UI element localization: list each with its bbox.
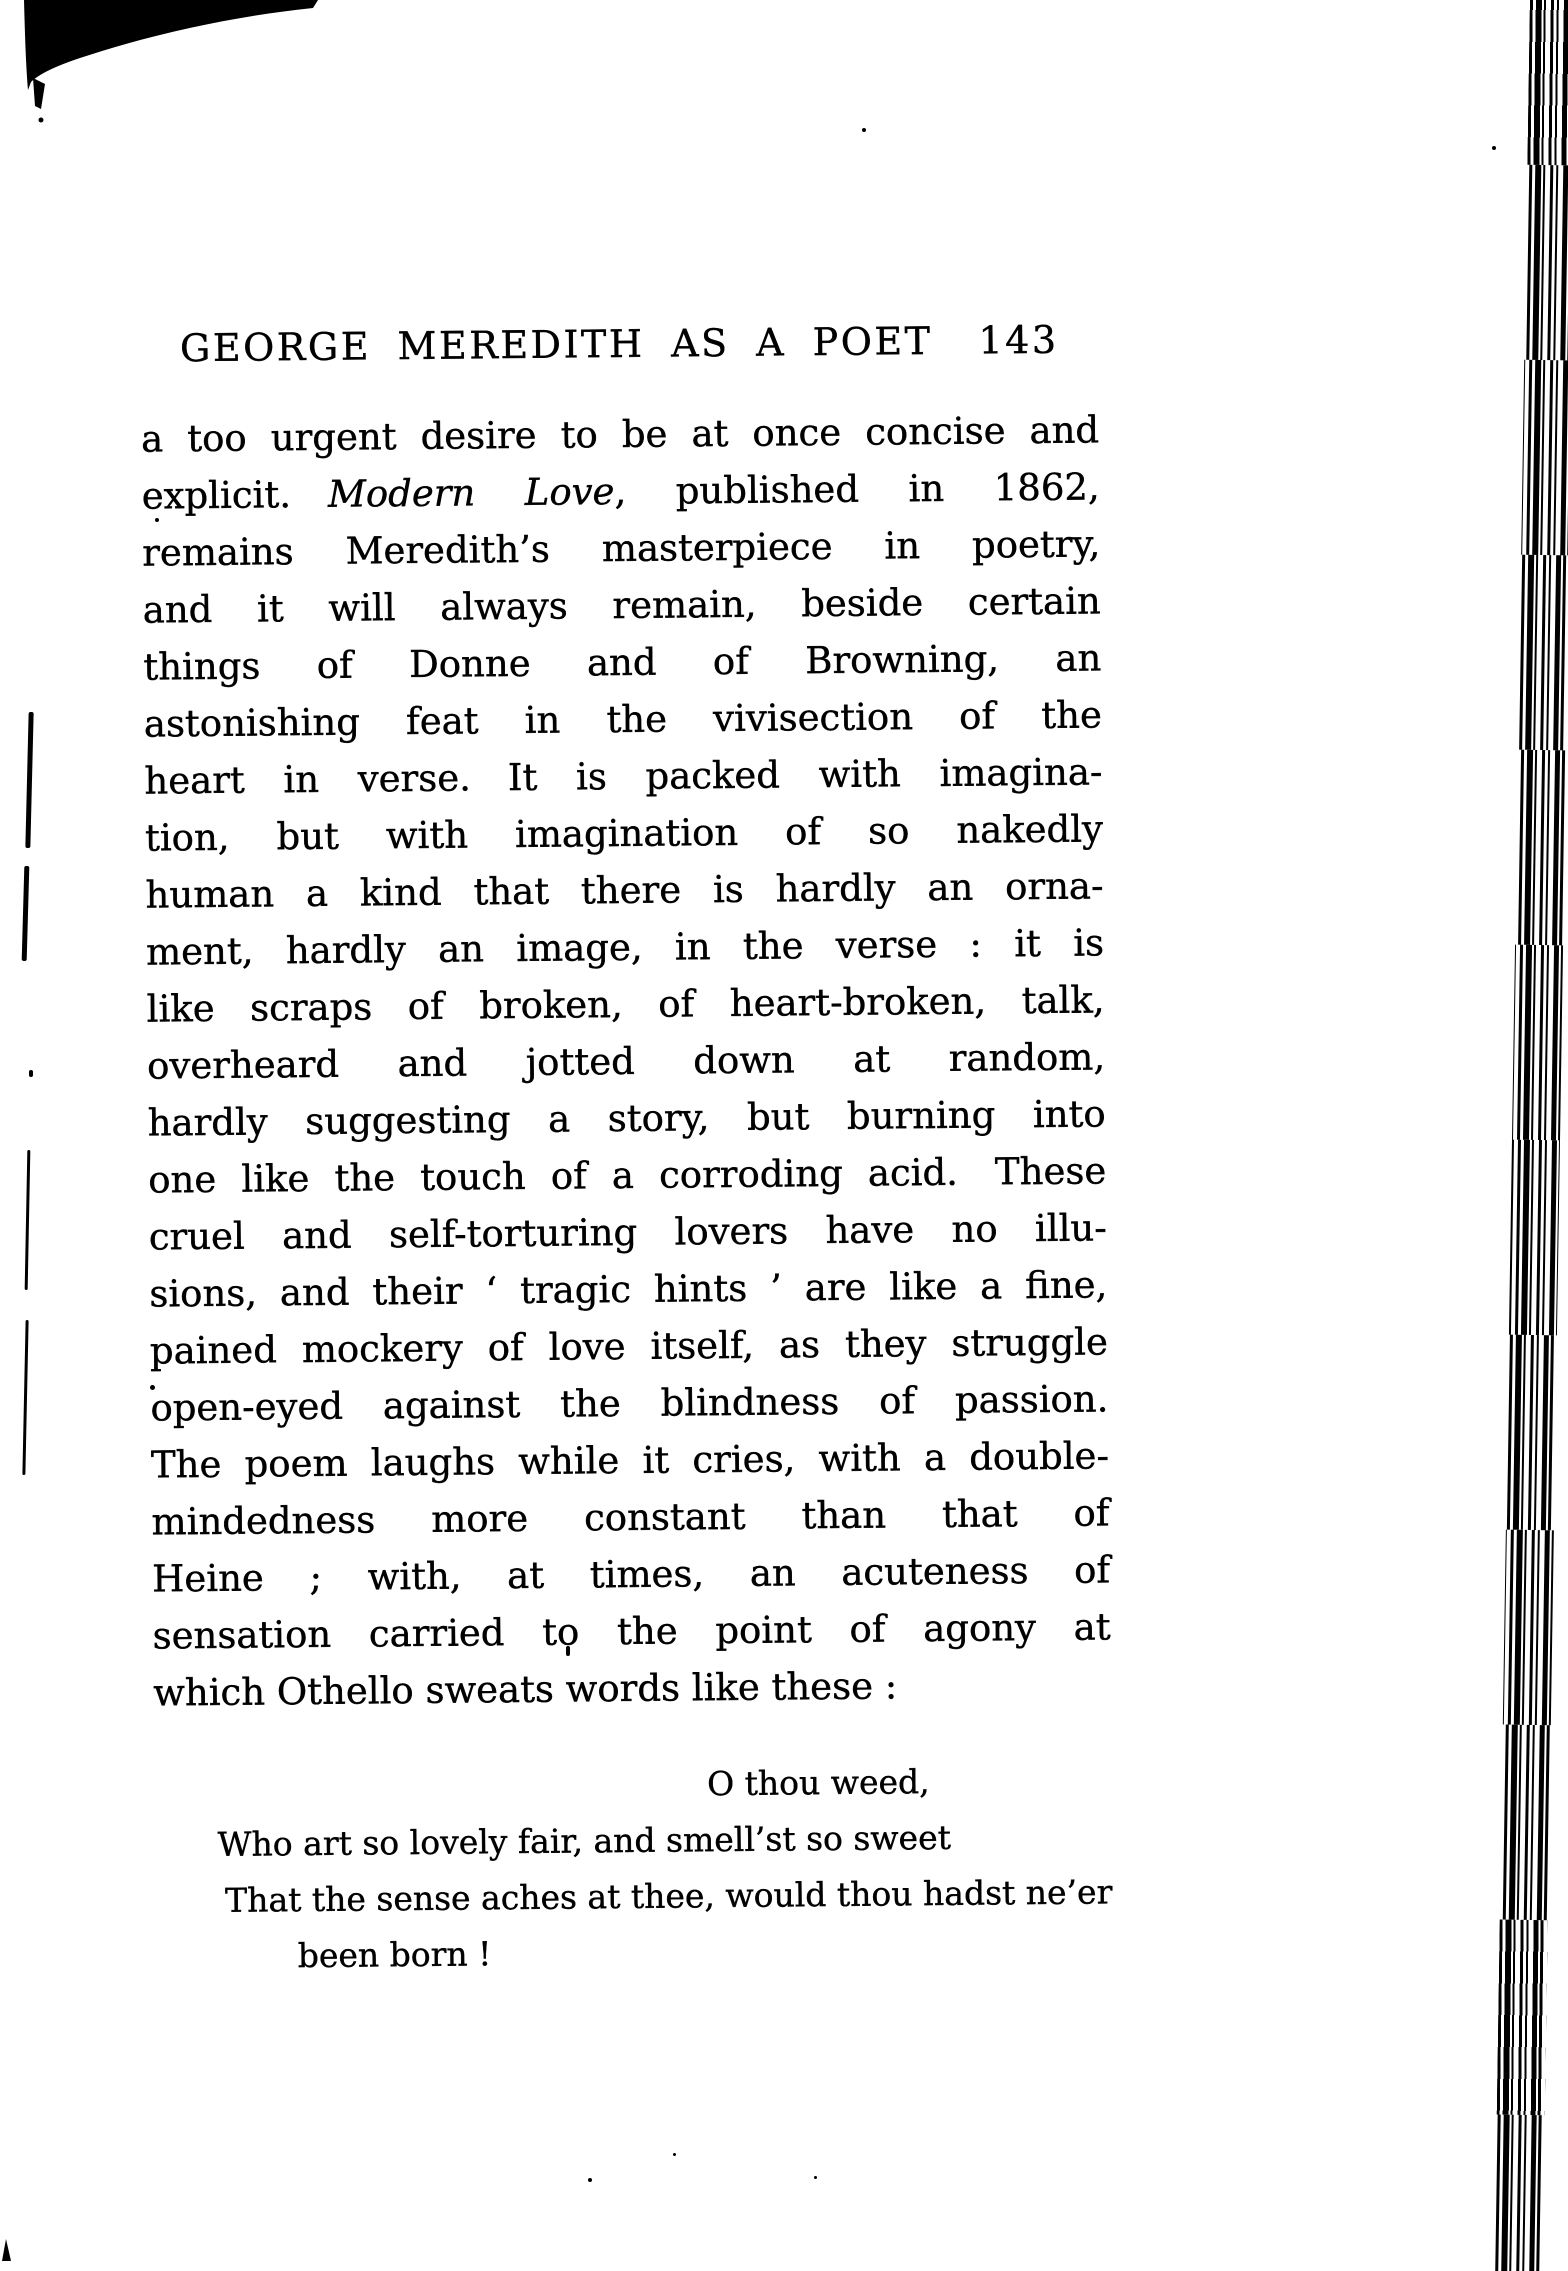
text-line — [146, 971, 1105, 1037]
text-segment: heart in verse. It is packed with imagina- — [144, 750, 1103, 803]
text-segment: one like the touch of a corroding acid. These — [148, 1149, 1107, 1202]
scan-artifact-margin-mark — [22, 1320, 28, 1475]
text-line — [153, 1655, 1112, 1721]
page-edge-segment — [1524, 165, 1568, 361]
text-line — [152, 1541, 1111, 1607]
text-segment: overheard and jotted down at random, — [146, 1035, 1106, 1088]
text-segment: Heine ; with, at times, an acuteness of — [151, 1548, 1111, 1601]
paragraph-text — [141, 401, 1112, 1721]
text-segment: hardly suggesting a story, but burning into — [147, 1092, 1106, 1145]
text-segment: a too urgent desire to be at once concise and — [140, 408, 1100, 461]
page-edge-segment — [1515, 750, 1566, 946]
text-line — [145, 857, 1104, 923]
text-segment: things of Donne and of Browning, an — [143, 636, 1102, 689]
verse-line: O thou weed, — [706, 1762, 930, 1804]
header-page-number: 143 — [978, 317, 1059, 363]
scan-artifact-margin-mark — [25, 1150, 31, 1290]
text-line — [151, 1484, 1110, 1550]
text-segment: open-eyed against the blindness of passion. — [150, 1377, 1109, 1430]
text-line — [146, 914, 1105, 980]
text-line — [142, 515, 1101, 581]
text-segment: ment, hardly an image, in the verse : it is — [145, 921, 1105, 974]
text-line — [141, 401, 1100, 467]
page-edge-segment — [1497, 1920, 1548, 2116]
text-segment: which Othello sweats words like these : — [152, 1664, 898, 1715]
text-line — [149, 1199, 1108, 1265]
verse-quote — [154, 1752, 1114, 1985]
verse-line: Who art so lovely fair, and smell’st so sweet — [217, 1817, 952, 1864]
text-segment: like scraps of broken, of heart-broken, talk, — [146, 978, 1105, 1031]
scan-artifact-page-edge-band — [1494, 0, 1568, 2271]
text-line — [147, 1085, 1106, 1151]
text-segment: The poem laughs while it cries, with a double- — [150, 1434, 1110, 1487]
text-line — [145, 800, 1104, 866]
text-line — [144, 686, 1103, 752]
text-line — [149, 1256, 1108, 1322]
text-segment: sions, and their ‘ tragic hints ’ are like a fine, — [149, 1263, 1108, 1316]
text-line — [144, 743, 1103, 809]
page-edge-segment — [1521, 360, 1568, 556]
page-edge-segment — [1500, 1725, 1551, 1921]
text-segment: tion, but with imagination of so nakedly — [144, 807, 1104, 860]
page-edge-segment — [1518, 555, 1568, 751]
text-segment: remains Meredith’s masterpiece in poetry, — [142, 522, 1101, 575]
scan-artifact-bottom-blob — [1, 2239, 13, 2261]
page-edge-segment — [1503, 1530, 1554, 1726]
text-segment: mindedness more constant than that of — [151, 1491, 1110, 1544]
scan-speck — [588, 2178, 592, 2182]
page-edge-segment — [1527, 0, 1568, 165]
scan-speck — [814, 2176, 817, 2179]
text-line — [147, 1028, 1106, 1094]
scan-speck — [862, 128, 866, 132]
verse-line: been born ! — [297, 1934, 492, 1976]
scan-speck — [673, 2153, 676, 2156]
scan-artifact-margin-mark — [25, 712, 33, 848]
text-segment: cruel and self-torturing lovers have no illu- — [148, 1206, 1107, 1259]
text-segment: pained mockery of love itself, as they struggle — [149, 1320, 1109, 1373]
header-title: GEORGE MEREDITH AS A POET — [179, 318, 933, 371]
scan-artifact-corner-wedge — [0, 0, 330, 135]
text-line — [151, 1427, 1110, 1493]
scan-artifact-margin-mark — [29, 1070, 33, 1077]
text-line — [141, 458, 1100, 524]
text-line — [150, 1313, 1109, 1379]
scan-speck — [1492, 146, 1496, 150]
page-edge-segment — [1509, 1140, 1560, 1336]
text-line — [152, 1598, 1111, 1664]
text-line — [143, 572, 1102, 638]
text-line — [150, 1370, 1109, 1436]
text-segment: , published in 1862, — [614, 465, 1100, 514]
text-segment: explicit. — [141, 472, 329, 518]
text-segment: astonishing feat in the vivisection of the — [143, 693, 1103, 746]
page-content — [140, 311, 1114, 1985]
text-segment: sensation carried to the point of agony at — [152, 1605, 1111, 1658]
scan-artifact-margin-mark — [22, 866, 30, 961]
page-edge-segment — [1512, 945, 1563, 1141]
page-edge-segment — [1506, 1335, 1557, 1531]
running-header — [140, 311, 1098, 376]
text-line — [143, 629, 1102, 695]
text-line — [148, 1142, 1107, 1208]
verse-line: That the sense aches at thee, would thou hadst ne’er — [225, 1872, 1113, 1920]
page-edge-segment — [1494, 2115, 1545, 2271]
text-segment: and it will always remain, beside certain — [142, 579, 1101, 632]
text-segment: human a kind that there is hardly an orna- — [145, 864, 1104, 917]
book-title-italic: Modern Love — [327, 470, 615, 516]
